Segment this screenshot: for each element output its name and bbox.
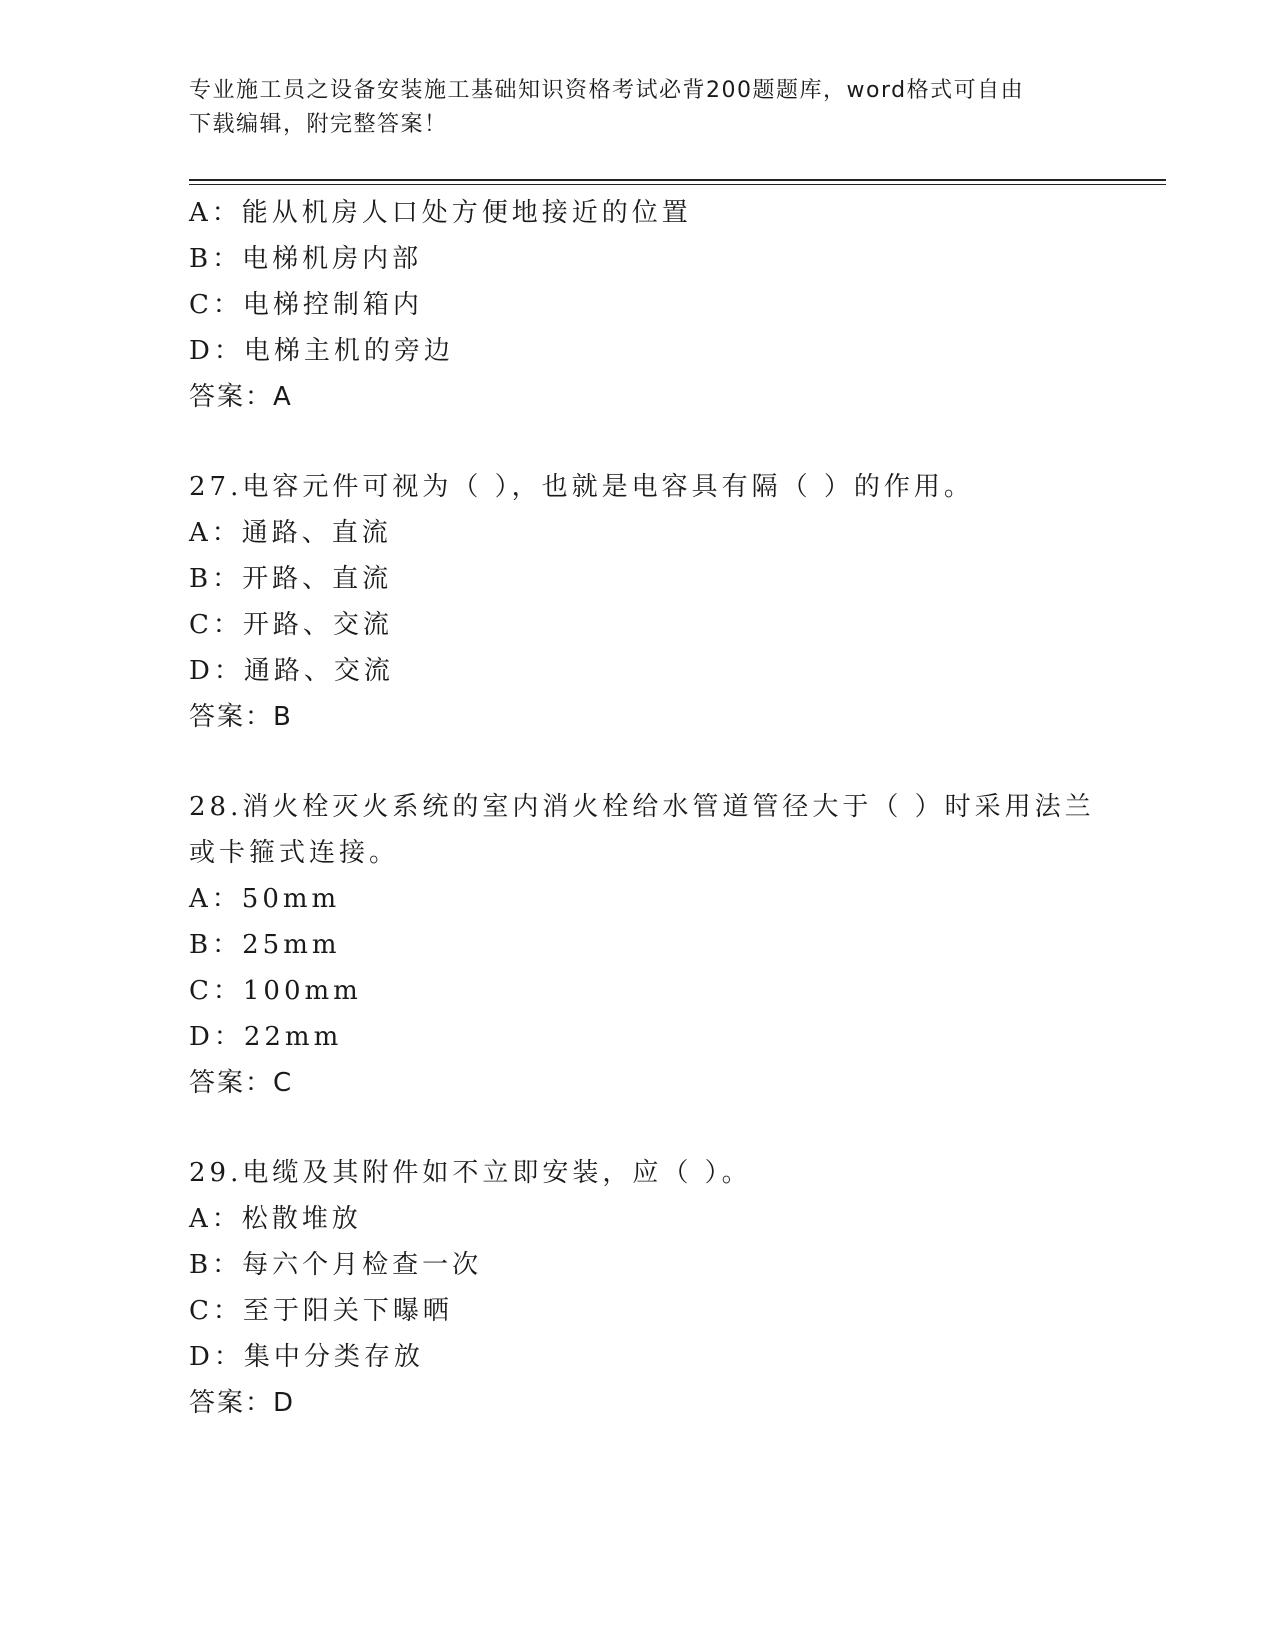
question-stem-line-1: 28.消火栓灭火系统的室内消火栓给水管道管径大于（ ）时采用法兰 (189, 792, 1095, 822)
header-title-line-2: 下载编辑，附完整答案！ (189, 112, 448, 137)
question-list (189, 190, 1095, 1426)
option-d: D：电梯主机的旁边 (189, 336, 454, 366)
option-a: A：松散堆放 (189, 1204, 362, 1234)
header-divider-thick (189, 179, 1166, 181)
option-a: A：50mm (189, 884, 341, 914)
option-b: B：电梯机房内部 (189, 244, 423, 274)
option-a: A：通路、直流 (189, 518, 392, 548)
answer: 答案：A (189, 382, 293, 412)
option-c: C：开路、交流 (189, 610, 393, 640)
option-c: C：电梯控制箱内 (189, 290, 423, 320)
question-26 (189, 190, 1089, 420)
option-d: D：22mm (189, 1022, 343, 1052)
question-stem: 29.电缆及其附件如不立即安装，应（ ）。 (189, 1158, 752, 1188)
option-b: B：每六个月检查一次 (189, 1250, 483, 1280)
question-27 (189, 464, 1089, 740)
answer: 答案：B (189, 702, 293, 732)
option-d: D：集中分类存放 (189, 1342, 424, 1372)
document-header (189, 74, 1089, 142)
answer: 答案：D (189, 1388, 296, 1418)
question-29 (189, 1150, 1089, 1426)
header-title-line-1: 专业施工员之设备安装施工基础知识资格考试必背200题题库，word格式可自由 (189, 78, 1025, 103)
option-b: B：25mm (189, 930, 341, 960)
option-a: A：能从机房人口处方便地接近的位置 (189, 198, 692, 228)
option-c: C：至于阳关下曝晒 (189, 1296, 453, 1326)
question-stem: 27.电容元件可视为（ ），也就是电容具有隔（ ）的作用。 (189, 472, 974, 502)
question-28 (189, 784, 1095, 1106)
option-d: D：通路、交流 (189, 656, 394, 686)
option-c: C：100mm (189, 976, 362, 1006)
question-stem-line-2: 或卡箍式连接。 (189, 838, 400, 868)
option-b: B：开路、直流 (189, 564, 393, 594)
header-divider-thin (189, 184, 1166, 185)
answer: 答案：C (189, 1068, 294, 1098)
